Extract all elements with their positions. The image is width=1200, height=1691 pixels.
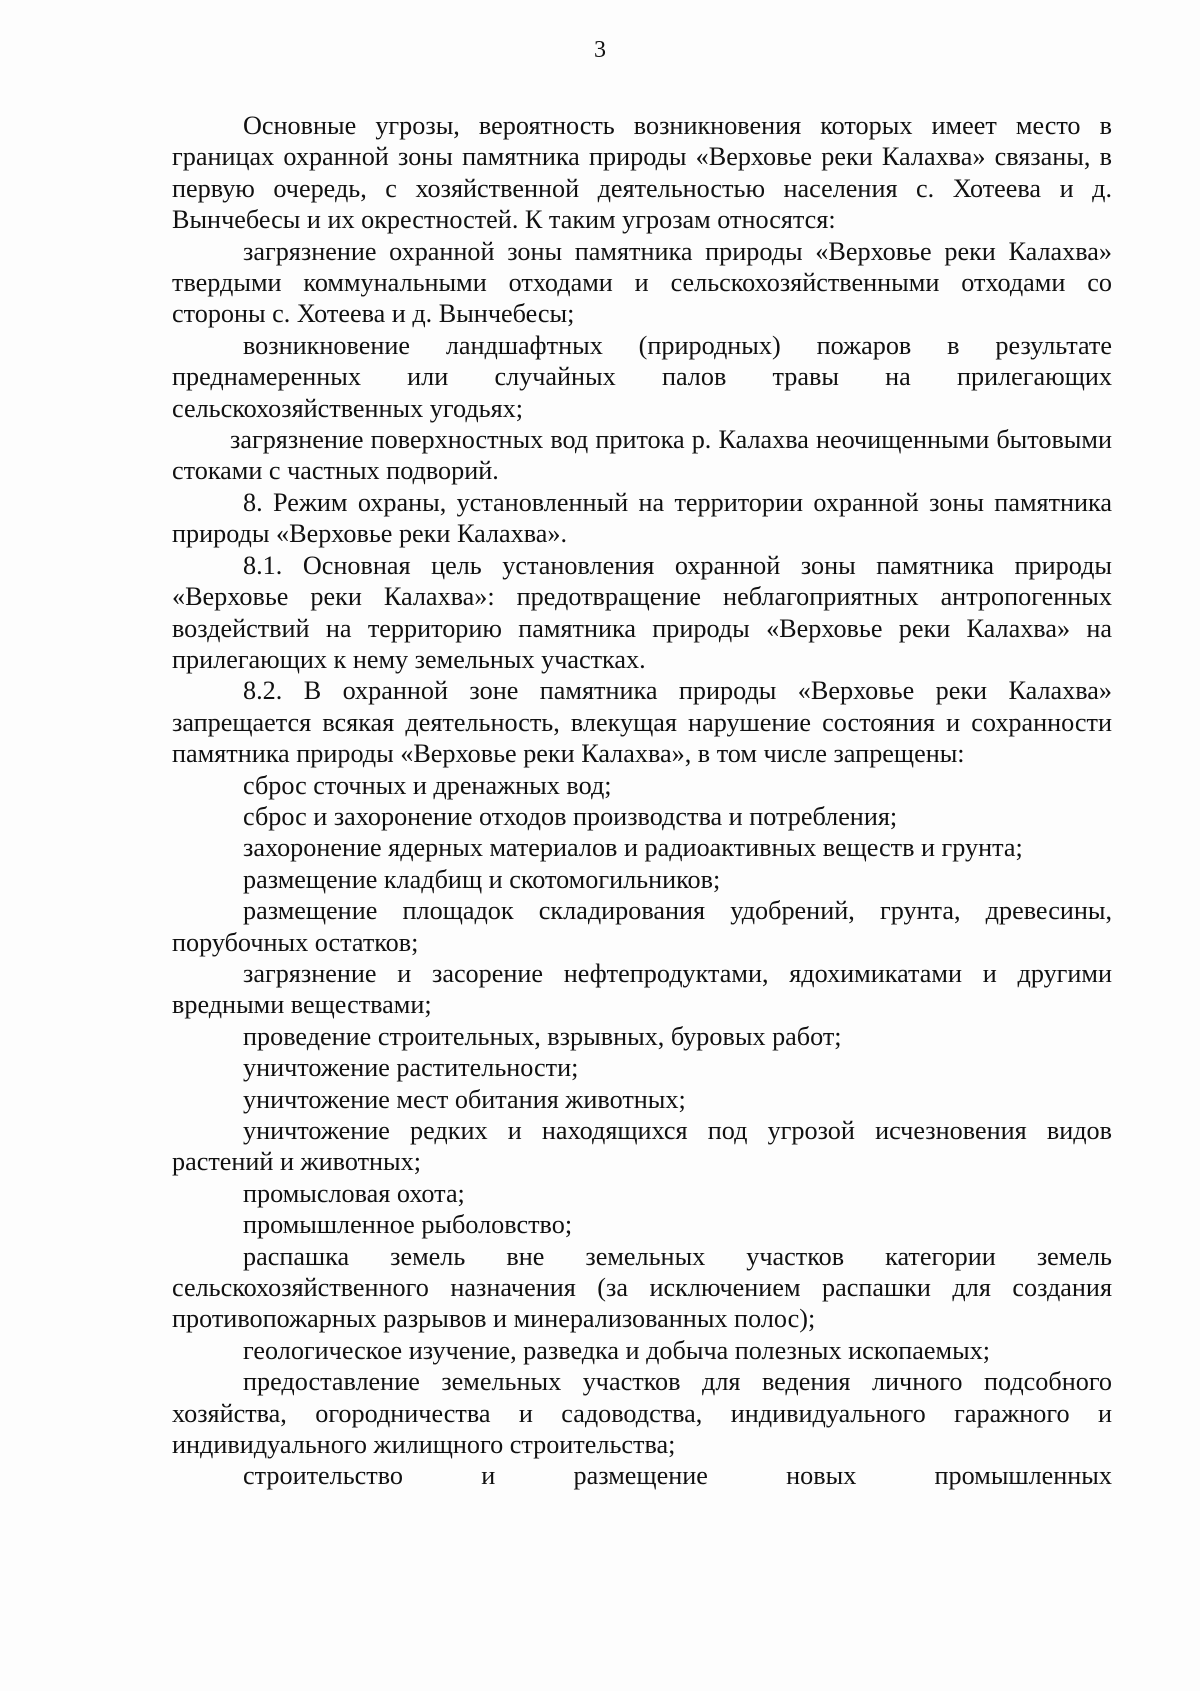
prohibition-item: уничтожение редких и находящихся под угрозой исчезновения видов растений и животных; xyxy=(172,1116,1112,1177)
prohibition-item: сброс и захоронение отходов производства и потребления; xyxy=(243,801,898,831)
document-body xyxy=(172,110,1112,1492)
prohibition-item: распашка земель вне земельных участков категории земель сельскохозяйственного назначения (за исключением распашки для создания противопожарных разрывов и минерализованных полос); xyxy=(172,1241,1112,1334)
prohibition-item: промышленное рыболовство; xyxy=(243,1210,573,1240)
paragraph-section-8: 8. Режим охраны, установленный на территории охранной зоны памятника природы «Верховье реки Калахва». xyxy=(172,487,1112,549)
prohibition-item: сброс сточных и дренажных вод; xyxy=(243,770,612,800)
prohibition-item: предоставление земельных участков для ведения личного подсобного хозяйства, огородничества и садоводства, индивидуального гаражного и индивидуального жилищного строительства; xyxy=(172,1367,1112,1460)
prohibition-item: уничтожение растительности; xyxy=(243,1053,579,1083)
prohibition-item: размещение площадок складирования удобрений, грунта, древесины, порубочных остатков; xyxy=(172,896,1112,957)
prohibition-item: строительство и размещение новых промышленных xyxy=(243,1461,1112,1491)
prohibition-item: захоронение ядерных материалов и радиоактивных веществ и грунта; xyxy=(243,833,1023,863)
page-number: 3 xyxy=(594,37,606,63)
paragraph-threat-water: загрязнение поверхностных вод притока р. Калахва неочищенными бытовыми стоками с частных подворий. xyxy=(172,425,1112,486)
paragraph-threats-intro: Основные угрозы, вероятность возникновения которых имеет место в границах охранной зоны памятника природы «Верховье реки Калахва» связаны, в первую очередь, с хозяйственной деятельностью населения с. Хотеева и д. Вынчебесы и их окрестностей. К таким угрозам относятся: xyxy=(172,111,1112,235)
paragraph-threat-fires: возникновение ландшафтных (природных) пожаров в результате преднамеренных или случайных палов травы на прилегающих сельскохозяйственных угодьях; xyxy=(172,330,1112,423)
paragraph-section-8-2: 8.2. В охранной зоне памятника природы «Верховье реки Калахва» запрещается всякая деятельность, влекущая нарушение состояния и сохранности памятника природы «Верховье реки Калахва», в том числе запрещены: xyxy=(172,676,1112,769)
prohibition-item: проведение строительных, взрывных, буровых работ; xyxy=(243,1021,842,1051)
prohibition-item: промысловая охота; xyxy=(243,1178,465,1208)
paragraph-threat-waste: загрязнение охранной зоны памятника природы «Верховье реки Калахва» твердыми коммунальными отходами и сельскохозяйственными отходами со стороны с. Хотеева и д. Вынчебесы; xyxy=(172,236,1112,329)
paragraph-section-8-1: 8.1. Основная цель установления охранной зоны памятника природы «Верховье реки Калахва»: предотвращение неблагоприятных антропогенных воздействий на территорию памятника природы «Верховье реки Калахва» на прилегающих к нему земельных участках. xyxy=(172,550,1112,674)
prohibition-item: геологическое изучение, разведка и добыча полезных ископаемых; xyxy=(243,1335,991,1365)
prohibition-item: загрязнение и засорение нефтепродуктами, ядохимикатами и другими вредными веществами; xyxy=(172,958,1112,1020)
prohibition-item: уничтожение мест обитания животных; xyxy=(243,1084,686,1114)
prohibition-item: размещение кладбищ и скотомогильников; xyxy=(243,864,721,894)
